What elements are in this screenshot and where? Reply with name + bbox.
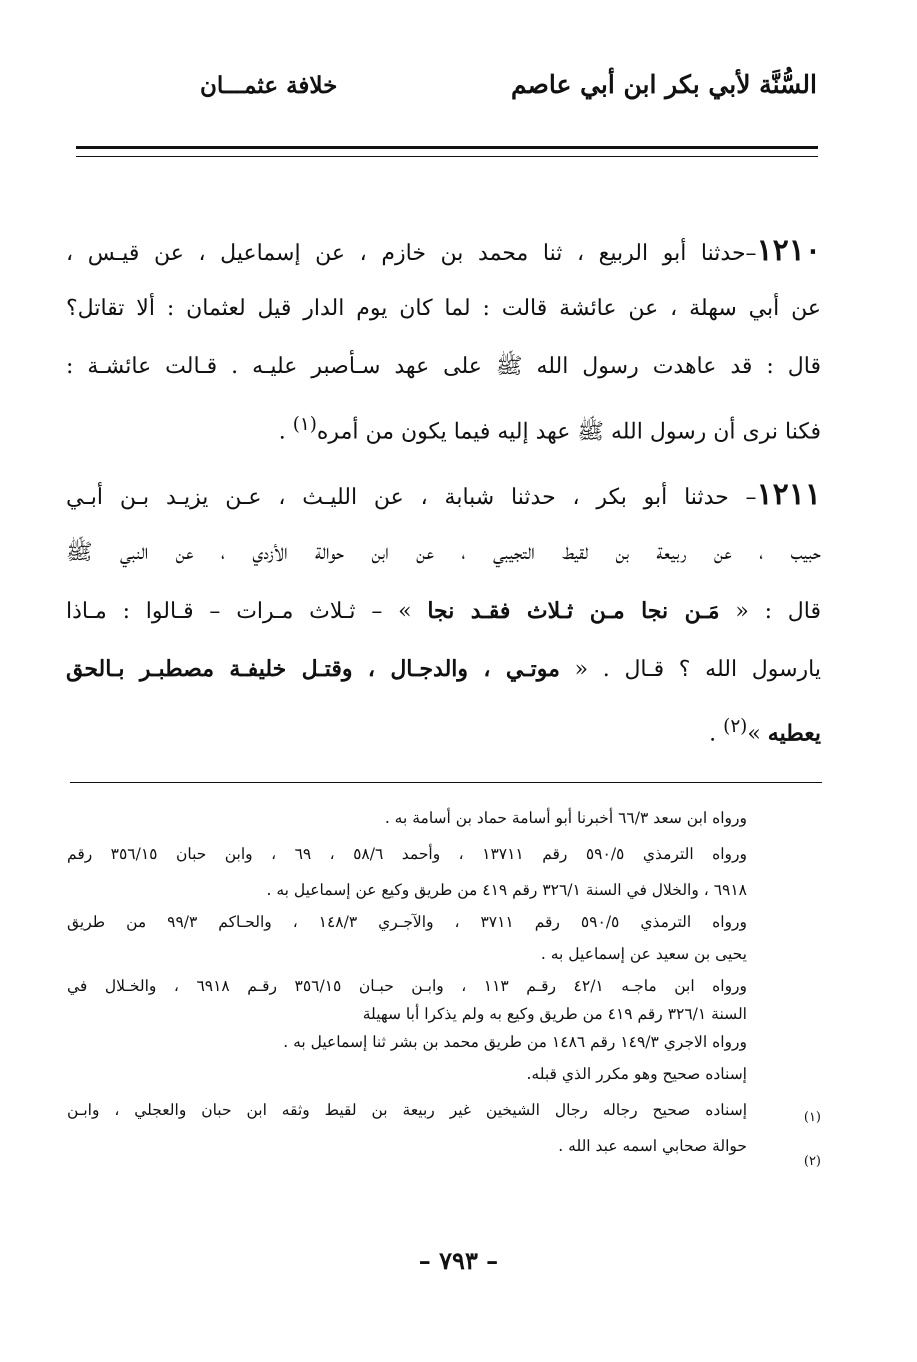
footnote-separator (70, 782, 822, 783)
header-rule-thin (76, 156, 818, 157)
running-header-book-title: السُّنَّة لأبي بكر ابن أبي عاصم (510, 70, 817, 99)
hadith-1211-line-4 (66, 640, 821, 698)
hadith-1210-line-3: قال : قد عاهدت رسول الله ﷺ على عهد سـأصبر عليـه . قـالت عائشـة : (66, 354, 821, 379)
hadith-number: ١٢١٠ (756, 233, 821, 268)
text-run: . (278, 419, 293, 445)
footnote-line: ورواه الاجري ١٤٩/٣ رقم ١٤٨٦ من طريق محمد بن بشر ثنا إسماعيل به . (283, 1033, 747, 1051)
text-run: –حدثنا أبو الربيع ، ثنا محمد بن خازم ، عن إسماعيل ، عن قيـس ، (66, 241, 757, 266)
footnote-line: ورواه ابن سعد ٦٦/٣ أخبرنا أبو أسامة حماد بن أسامة به . (384, 809, 747, 827)
text-run: » (747, 721, 768, 747)
header-rule-thick (76, 146, 818, 149)
running-header-chapter: خلافة عثمـــان (200, 72, 338, 99)
footnote-2-text: إسناده صحيح رجاله رجال الشيخين غير ربيعة بن لقيط وثقه ابن حبان والعجلي ، وابـن (67, 1101, 747, 1119)
footnote-line: ورواه الترمذي ٥٩٠/٥ رقم ٣٧١١ ، والآجـري ١٤٨/٣ ، والحـاكم ٩٩/٣ من طريق (67, 913, 747, 931)
hadith-1211-line-3 (66, 582, 821, 640)
footnote-line: ورواه الترمذي ٥٩٠/٥ رقم ١٣٧١١ ، وأحمد ٥٨/٦ ، ٦٩ ، وابن حبان ٣٥٦/١٥ رقم (67, 845, 747, 863)
text-run: – حدثنا أبو بكر ، حدثنا شبابة ، عن الليـث ، عـن يزيـد بـن أبـي (66, 485, 757, 510)
footnote-ref-1: (١) (292, 414, 317, 435)
text-run: يارسول الله ؟ قـال . « (559, 657, 821, 682)
hadith-1210-line-2: عن أبي سهلة ، عن عائشة قالت : لما كان يوم الدار قيل لعثمان : ألا تقاتل؟ (66, 296, 821, 321)
text-run: . (709, 721, 724, 747)
footnote-line: ورواه ابن ماجـه ٤٢/١ رقـم ١١٣ ، وابـن حبـان ٣٥٦/١٥ رقـم ٦٩١٨ ، والخـلال في (67, 977, 747, 995)
footnote-line: يحيى بن سعيد عن إسماعيل به . (540, 945, 747, 963)
text-run: فكنا نرى أن رسول الله ﷺ عهد إليه فيما يكون من أمره (316, 419, 821, 445)
hadith-1211-line-5 (66, 698, 821, 756)
text-run: » – ثـلاث مـرات – قـالوا : مـاذا (66, 599, 428, 624)
hadith-1210-line-1 (66, 222, 821, 280)
hadith-1210-line-4 (66, 396, 821, 454)
hadith-text (66, 222, 821, 756)
hadith-number: ١٢١١ (756, 477, 821, 512)
prophetic-saying: مَـن نجا مـن ثـلاث فقـد نجا (427, 598, 720, 624)
footnote-ref-2: (٢) (723, 716, 748, 737)
footnote-2-text-cont: حوالة صحابي اسمه عبد الله . (558, 1137, 747, 1155)
prophetic-saying: يعطيه (767, 720, 821, 747)
hadith-1211-line-1 (66, 466, 821, 524)
footnote-2-marker: (٢) (803, 1154, 821, 1169)
footnote-line: ٦٩١٨ ، والخلال في السنة ٣٢٦/١ رقم ٤١٩ من طريق وكيع عن إسماعيل به . (266, 881, 747, 899)
page-number: – ٧٩٣ – (418, 1246, 499, 1275)
hadith-1211-line-2: حبيب ، عن ربيعة بن لقيط التجيبي ، عن ابن حوالة الأزدي ، عن النبي ﷺ (66, 540, 821, 565)
prophetic-saying: موتـي ، والدجـال ، وقتـل خليفـة مصطبـر بـالحق (66, 656, 560, 682)
footnote-1-marker: (١) (803, 1110, 821, 1125)
footnote-1-text: إسناده صحيح وهو مكرر الذي قبله. (526, 1065, 747, 1083)
text-run: قال : « (719, 599, 821, 624)
footnotes (67, 800, 747, 1164)
footnote-line: السنة ٣٢٦/١ رقم ٤١٩ من طريق وكيع به ولم يذكرا أبا سهيلة (362, 1005, 747, 1023)
